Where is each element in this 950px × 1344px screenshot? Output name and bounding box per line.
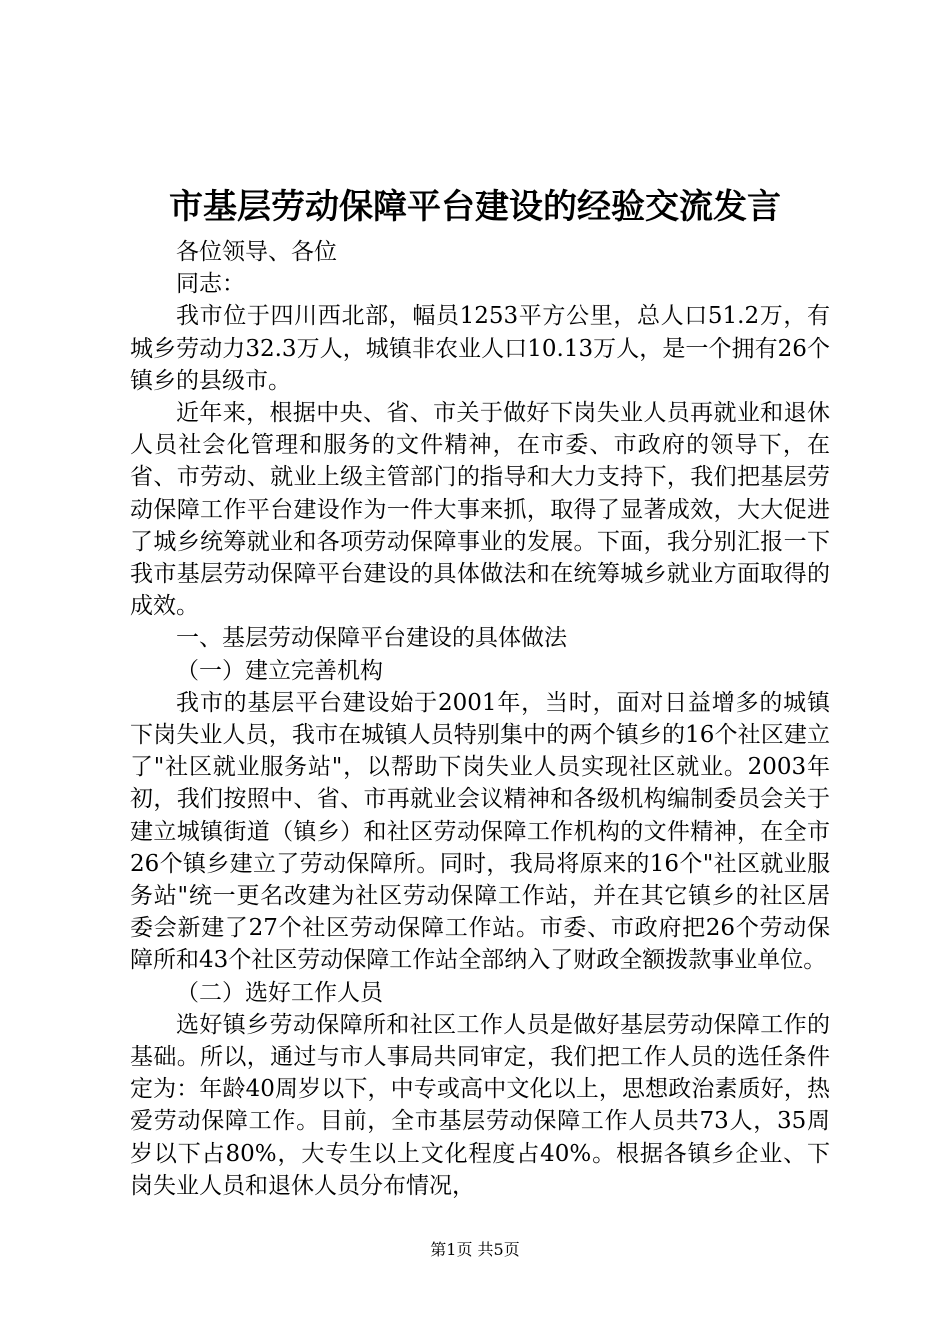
paragraph-institutions: 我市的基层平台建设始于2001年，当时，面对日益增多的城镇下岗失业人员，我市在城镇人员特别集中的两个镇乡的16个社区建立了"社区就业服务站"，以帮助下岗失业人员实现社区就业。2003年初，我们按照中、省、市再就业会议精神和各级机构编制委员会关于建立城镇街道（镇乡）和社区劳动保障工作机构的文件精神，在全市26个镇乡建立了劳动保障所。同时，我局将原来的16个"社区就业服务站"统一更名改建为社区劳动保障工作站，并在其它镇乡的社区居委会新建了27个社区劳动保障工作站。市委、市政府把26个劳动保障所和43个社区劳动保障工作站全部纳入了财政全额拨款事业单位。 xyxy=(130,689,830,974)
paragraph-introduction: 近年来，根据中央、省、市关于做好下岗失业人员再就业和退休人员社会化管理和服务的文件精神，在市委、市政府的领导下，在省、市劳动、就业上级主管部门的指导和大力支持下，我们把基层劳动保障工作平台建设作为一件大事来抓，取得了显著成效，大大促进了城乡统筹就业和各项劳动保障事业的发展。下面，我分别汇报一下我市基层劳动保障平台建设的具体做法和在统筹城乡就业方面取得的成效。 xyxy=(130,400,830,620)
salutation-line-1: 各位领导、各位 xyxy=(176,239,337,265)
page-footer: 第1页 共5页 xyxy=(430,1240,520,1259)
document-body xyxy=(130,236,830,1202)
section-heading-1: 一、基层劳动保障平台建设的具体做法 xyxy=(176,625,567,652)
paragraph-staff: 选好镇乡劳动保障所和社区工作人员是做好基层劳动保障工作的基础。所以，通过与市人事局共同审定，我们把工作人员的选任条件定为：年龄40周岁以下，中专或高中文化以上，思想政治素质好，热爱劳动保障工作。目前，全市基层劳动保障工作人员共73人，35周岁以下占80%，大专生以上文化程度占40%。根据各镇乡企业、下岗失业人员和退休人员分布情况， xyxy=(130,1011,830,1199)
document-title: 市基层劳动保障平台建设的经验交流发言 xyxy=(169,187,781,227)
subsection-heading-1: （一）建立完善机构 xyxy=(176,657,383,684)
subsection-heading-2: （二）选好工作人员 xyxy=(176,979,383,1006)
paragraph-city-overview: 我市位于四川西北部，幅员1253平方公里，总人口51.2万，有城乡劳动力32.3万人，城镇非农业人口10.13万人，是一个拥有26个镇乡的县级市。 xyxy=(130,303,830,394)
salutation-line-2: 同志： xyxy=(176,271,245,298)
